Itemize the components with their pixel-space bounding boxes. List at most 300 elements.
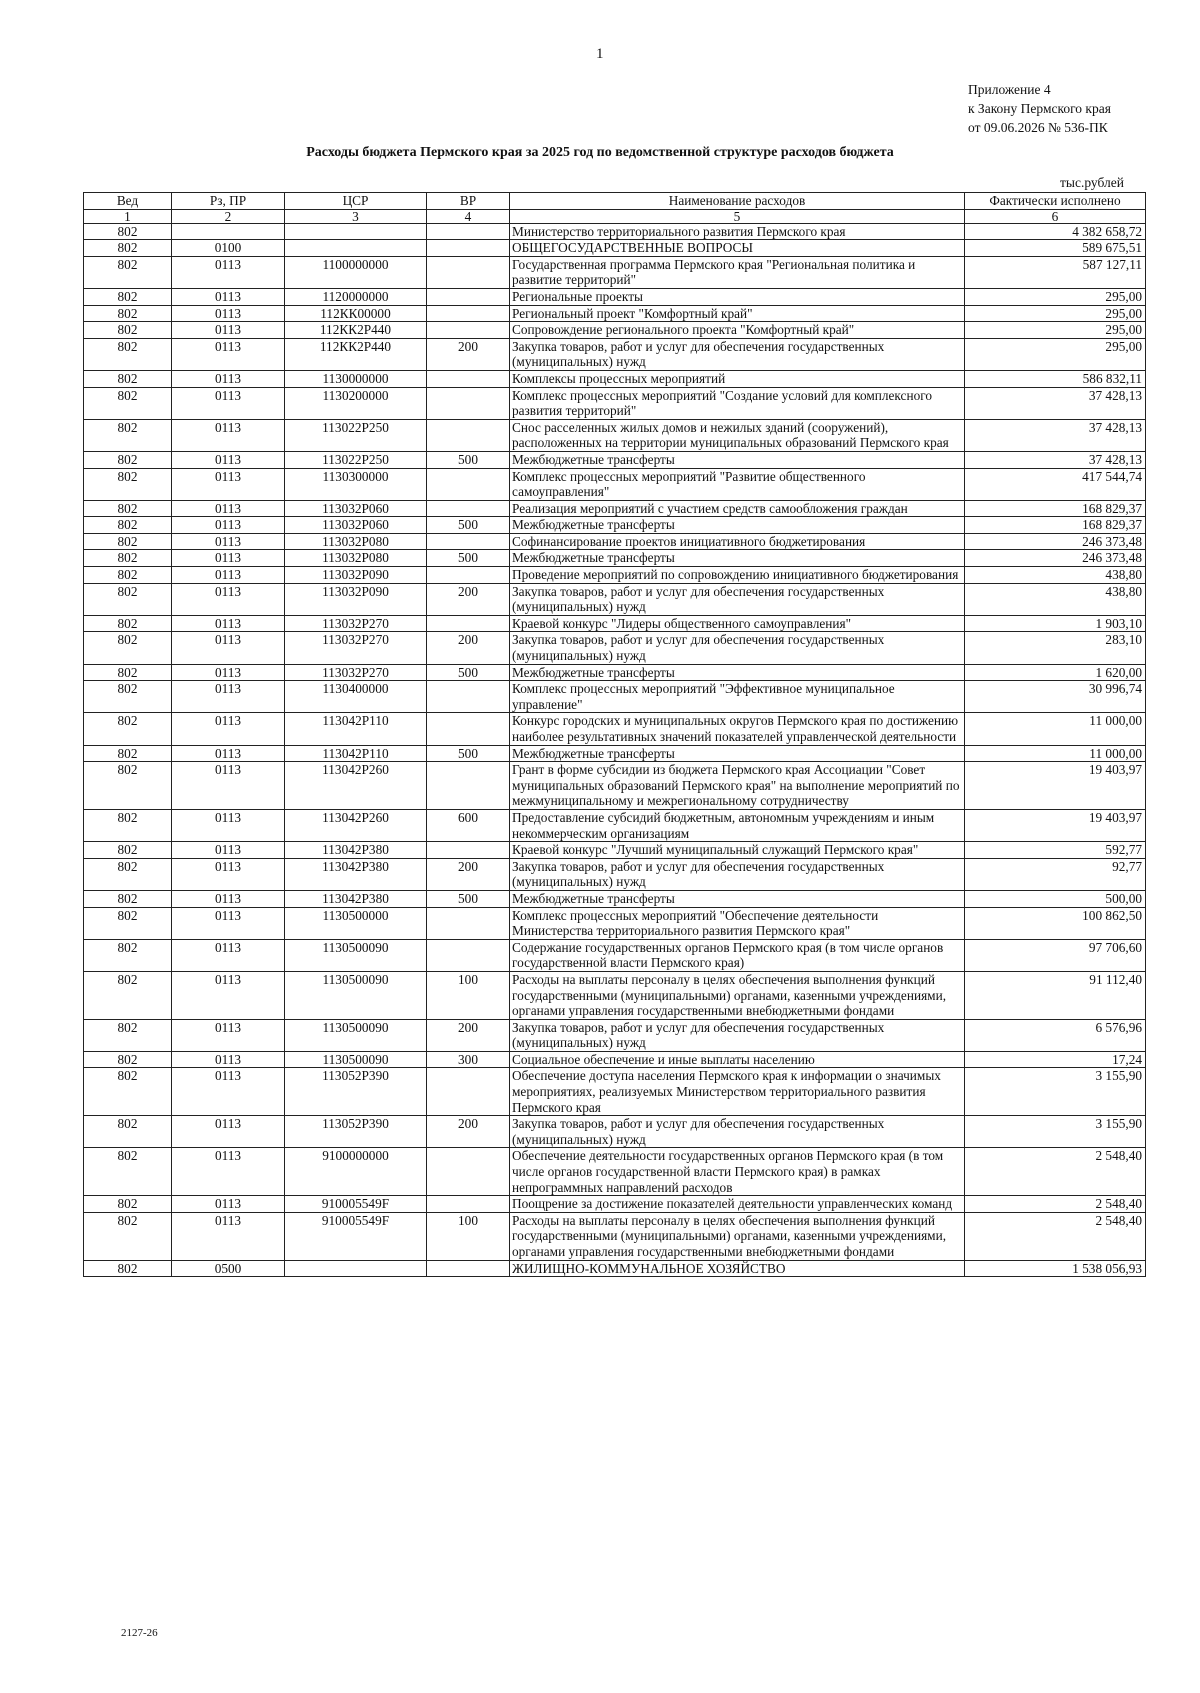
table-row [84,451,1146,468]
cell-ved: 802 [84,745,172,762]
table-row [84,1068,1146,1116]
cell-vr [427,939,510,971]
cell-expense-name: Министерство территориального развития Пермского края [510,223,965,240]
cell-ved: 802 [84,338,172,370]
table-row [84,533,1146,550]
cell-actual-executed: 3 155,90 [965,1068,1146,1116]
cell-vr: 500 [427,664,510,681]
table-row [84,322,1146,339]
cell-rz-pr: 0113 [172,305,285,322]
cell-expense-name: Межбюджетные трансферты [510,451,965,468]
cell-expense-name: Софинансирование проектов инициативного бюджетирования [510,533,965,550]
cell-ved: 802 [84,1148,172,1196]
cell-ved: 802 [84,1212,172,1260]
cell-ved: 802 [84,858,172,890]
table-row [84,809,1146,841]
cell-csr: 1100000000 [285,256,427,288]
table-row [84,1196,1146,1213]
cell-ved: 802 [84,288,172,305]
cell-rz-pr: 0113 [172,632,285,664]
cell-ved: 802 [84,567,172,584]
cell-vr: 200 [427,632,510,664]
cell-vr: 200 [427,1019,510,1051]
cell-vr: 500 [427,550,510,567]
cell-csr: 113052Р390 [285,1068,427,1116]
cell-expense-name: Комплекс процессных мероприятий "Создание условий для комплексного развития территорий" [510,387,965,419]
cell-actual-executed: 1 538 056,93 [965,1260,1146,1277]
cell-csr [285,1260,427,1277]
cell-vr: 500 [427,517,510,534]
cell-rz-pr: 0113 [172,370,285,387]
cell-csr: 113032Р080 [285,550,427,567]
table-row [84,223,1146,240]
cell-csr: 113022Р250 [285,419,427,451]
cell-expense-name: Комплекс процессных мероприятий "Развитие общественного самоуправления" [510,468,965,500]
cell-actual-executed: 587 127,11 [965,256,1146,288]
cell-expense-name: Государственная программа Пермского края "Региональная политика и развитие территорий" [510,256,965,288]
cell-expense-name: Региональные проекты [510,288,965,305]
cell-vr: 100 [427,971,510,1019]
cell-expense-name: Закупка товаров, работ и услуг для обеспечения государственных (муниципальных) нужд [510,1116,965,1148]
cell-csr: 112КК00000 [285,305,427,322]
cell-ved: 802 [84,322,172,339]
cell-ved: 802 [84,890,172,907]
units-label: тыс.рублей [1060,175,1124,190]
cell-expense-name: ОБЩЕГОСУДАРСТВЕННЫЕ ВОПРОСЫ [510,240,965,257]
cell-actual-executed: 592,77 [965,842,1146,859]
table-row [84,550,1146,567]
cell-expense-name: Обеспечение доступа населения Пермского края к информации о значимых мероприятиях, реализуемых Министерством территориального развития Пермского края [510,1068,965,1116]
table-row [84,338,1146,370]
cell-ved: 802 [84,370,172,387]
cell-csr: 1130500000 [285,907,427,939]
cell-ved: 802 [84,1196,172,1213]
table-row [84,681,1146,713]
cell-csr [285,223,427,240]
expenditure-table-container [83,192,1145,1277]
index-cell: 5 [510,209,965,223]
table-row [84,1019,1146,1051]
header-rz-pr: Рз, ПР [172,193,285,210]
table-row [84,500,1146,517]
cell-actual-executed: 1 620,00 [965,664,1146,681]
cell-rz-pr: 0113 [172,1051,285,1068]
table-row [84,939,1146,971]
cell-actual-executed: 2 548,40 [965,1148,1146,1196]
cell-ved: 802 [84,842,172,859]
cell-ved: 802 [84,305,172,322]
table-row [84,1148,1146,1196]
table-row [84,517,1146,534]
cell-expense-name: Закупка товаров, работ и услуг для обеспечения государственных (муниципальных) нужд [510,632,965,664]
cell-rz-pr: 0113 [172,338,285,370]
cell-ved: 802 [84,468,172,500]
cell-expense-name: Межбюджетные трансферты [510,745,965,762]
cell-rz-pr: 0113 [172,583,285,615]
cell-csr: 1130000000 [285,370,427,387]
cell-rz-pr: 0100 [172,240,285,257]
cell-csr: 113032Р270 [285,664,427,681]
cell-ved: 802 [84,550,172,567]
table-row [84,907,1146,939]
cell-csr: 113042Р260 [285,809,427,841]
cell-actual-executed: 100 862,50 [965,907,1146,939]
cell-rz-pr: 0113 [172,858,285,890]
cell-vr [427,240,510,257]
cell-csr: 1130500090 [285,939,427,971]
cell-expense-name: Закупка товаров, работ и услуг для обеспечения государственных (муниципальных) нужд [510,1019,965,1051]
cell-rz-pr: 0113 [172,468,285,500]
cell-actual-executed: 295,00 [965,322,1146,339]
cell-ved: 802 [84,1051,172,1068]
table-row [84,858,1146,890]
cell-csr: 113052Р390 [285,1116,427,1148]
cell-expense-name: Расходы на выплаты персоналу в целях обеспечения выполнения функций государственными (муниципальными) органами, казенными учреждениями, органами управления государственными внебюджетными фондами [510,1212,965,1260]
cell-rz-pr: 0113 [172,1212,285,1260]
cell-rz-pr: 0113 [172,664,285,681]
table-body [84,223,1146,1277]
cell-vr [427,615,510,632]
table-row [84,370,1146,387]
cell-ved: 802 [84,451,172,468]
cell-actual-executed: 295,00 [965,305,1146,322]
cell-rz-pr: 0113 [172,1116,285,1148]
appendix-line-2: к Закону Пермского края [968,101,1111,116]
footer-document-code: 2127-26 [121,1627,158,1639]
cell-actual-executed: 168 829,37 [965,517,1146,534]
cell-actual-executed: 97 706,60 [965,939,1146,971]
cell-expense-name: Комплекс процессных мероприятий "Эффективное муниципальное управление" [510,681,965,713]
cell-actual-executed: 1 903,10 [965,615,1146,632]
cell-rz-pr: 0500 [172,1260,285,1277]
cell-ved: 802 [84,1068,172,1116]
table-row [84,1116,1146,1148]
index-cell: 6 [965,209,1146,223]
cell-rz-pr: 0113 [172,1196,285,1213]
cell-expense-name: Региональный проект "Комфортный край" [510,305,965,322]
cell-csr: 113042Р380 [285,858,427,890]
cell-vr: 500 [427,890,510,907]
cell-ved: 802 [84,1116,172,1148]
cell-ved: 802 [84,256,172,288]
cell-csr: 113032Р080 [285,533,427,550]
cell-vr [427,370,510,387]
cell-vr: 200 [427,583,510,615]
cell-vr [427,1148,510,1196]
cell-csr: 910005549F [285,1212,427,1260]
cell-ved: 802 [84,240,172,257]
cell-vr [427,681,510,713]
document-title: Расходы бюджета Пермского края за 2025 год по ведомственной структуре расходов бюджета [306,145,894,160]
cell-rz-pr: 0113 [172,971,285,1019]
cell-vr [427,288,510,305]
cell-actual-executed: 19 403,97 [965,762,1146,810]
cell-actual-executed: 500,00 [965,890,1146,907]
header-csr: ЦСР [285,193,427,210]
cell-actual-executed: 438,80 [965,583,1146,615]
cell-expense-name: Социальное обеспечение и иные выплаты населению [510,1051,965,1068]
cell-ved: 802 [84,615,172,632]
cell-expense-name: Закупка товаров, работ и услуг для обеспечения государственных (муниципальных) нужд [510,338,965,370]
cell-rz-pr: 0113 [172,745,285,762]
cell-expense-name: Содержание государственных органов Пермского края (в том числе органов государственной власти Пермского края) [510,939,965,971]
cell-csr: 113042Р110 [285,745,427,762]
cell-csr: 1130500090 [285,1051,427,1068]
cell-csr: 1130500090 [285,1019,427,1051]
cell-expense-name: Межбюджетные трансферты [510,890,965,907]
cell-expense-name: Краевой конкурс "Лучший муниципальный служащий Пермского края" [510,842,965,859]
cell-actual-executed: 11 000,00 [965,745,1146,762]
table-row [84,1212,1146,1260]
table-row [84,256,1146,288]
cell-actual-executed: 295,00 [965,288,1146,305]
cell-actual-executed: 11 000,00 [965,713,1146,745]
table-row [84,1260,1146,1277]
cell-vr: 200 [427,1116,510,1148]
cell-expense-name: Снос расселенных жилых домов и нежилых зданий (сооружений), расположенных на территории муниципальных образований Пермского края [510,419,965,451]
cell-vr [427,533,510,550]
cell-actual-executed: 91 112,40 [965,971,1146,1019]
cell-rz-pr: 0113 [172,451,285,468]
cell-expense-name: Межбюджетные трансферты [510,517,965,534]
cell-vr: 200 [427,338,510,370]
cell-expense-name: Расходы на выплаты персоналу в целях обеспечения выполнения функций государственными (муниципальными) органами, казенными учреждениями, органами управления государственными внебюджетными фондами [510,971,965,1019]
cell-vr: 100 [427,1212,510,1260]
cell-actual-executed: 438,80 [965,567,1146,584]
cell-vr [427,713,510,745]
cell-ved: 802 [84,419,172,451]
cell-vr [427,322,510,339]
cell-expense-name: Комплекс процессных мероприятий "Обеспечение деятельности Министерства территориального развития Пермского края" [510,907,965,939]
cell-vr: 600 [427,809,510,841]
cell-actual-executed: 283,10 [965,632,1146,664]
appendix-line-3: от 09.06.2026 № 536-ПК [968,120,1108,135]
cell-ved: 802 [84,713,172,745]
cell-rz-pr: 0113 [172,322,285,339]
expenditure-table [83,192,1146,1277]
cell-vr [427,500,510,517]
cell-rz-pr: 0113 [172,907,285,939]
cell-actual-executed: 589 675,51 [965,240,1146,257]
cell-vr [427,256,510,288]
cell-expense-name: Комплексы процессных мероприятий [510,370,965,387]
cell-expense-name: ЖИЛИЩНО-КОММУНАЛЬНОЕ ХОЗЯЙСТВО [510,1260,965,1277]
cell-vr [427,305,510,322]
cell-ved: 802 [84,583,172,615]
table-header-row [84,193,1146,210]
cell-csr: 113032Р090 [285,567,427,584]
cell-csr: 113032Р270 [285,615,427,632]
cell-vr [427,1068,510,1116]
cell-rz-pr: 0113 [172,809,285,841]
index-cell: 1 [84,209,172,223]
cell-vr [427,419,510,451]
cell-actual-executed: 37 428,13 [965,451,1146,468]
cell-csr: 113032Р270 [285,632,427,664]
cell-ved: 802 [84,500,172,517]
cell-ved: 802 [84,533,172,550]
cell-rz-pr: 0113 [172,1019,285,1051]
cell-actual-executed: 246 373,48 [965,550,1146,567]
cell-actual-executed: 92,77 [965,858,1146,890]
cell-actual-executed: 586 832,11 [965,370,1146,387]
cell-vr: 500 [427,745,510,762]
cell-ved: 802 [84,1019,172,1051]
cell-expense-name: Закупка товаров, работ и услуг для обеспечения государственных (муниципальных) нужд [510,858,965,890]
header-actual-executed: Фактически исполнено [965,193,1146,210]
appendix-note [968,80,1111,137]
cell-actual-executed: 2 548,40 [965,1196,1146,1213]
cell-actual-executed: 19 403,97 [965,809,1146,841]
cell-ved: 802 [84,1260,172,1277]
table-row [84,890,1146,907]
cell-csr: 1120000000 [285,288,427,305]
cell-vr: 200 [427,858,510,890]
cell-csr: 113042Р260 [285,762,427,810]
cell-rz-pr [172,223,285,240]
cell-actual-executed: 30 996,74 [965,681,1146,713]
cell-expense-name: Реализация мероприятий с участием средств самообложения граждан [510,500,965,517]
cell-rz-pr: 0113 [172,1068,285,1116]
cell-rz-pr: 0113 [172,939,285,971]
cell-csr [285,240,427,257]
table-row [84,240,1146,257]
cell-expense-name: Предоставление субсидий бюджетным, автономным учреждениям и иным некоммерческим организациям [510,809,965,841]
header-vr: ВР [427,193,510,210]
cell-ved: 802 [84,664,172,681]
cell-csr: 113042Р380 [285,842,427,859]
cell-vr [427,907,510,939]
cell-expense-name: Межбюджетные трансферты [510,664,965,681]
cell-actual-executed: 17,24 [965,1051,1146,1068]
cell-vr [427,223,510,240]
table-row [84,583,1146,615]
cell-ved: 802 [84,681,172,713]
cell-rz-pr: 0113 [172,681,285,713]
table-row [84,745,1146,762]
cell-actual-executed: 37 428,13 [965,419,1146,451]
cell-rz-pr: 0113 [172,387,285,419]
cell-actual-executed: 4 382 658,72 [965,223,1146,240]
cell-csr: 1130500090 [285,971,427,1019]
cell-ved: 802 [84,223,172,240]
cell-vr [427,567,510,584]
cell-vr [427,762,510,810]
header-expense-name: Наименование расходов [510,193,965,210]
cell-expense-name: Межбюджетные трансферты [510,550,965,567]
cell-csr: 112КК2Р440 [285,338,427,370]
cell-csr: 113032Р090 [285,583,427,615]
cell-actual-executed: 168 829,37 [965,500,1146,517]
table-index-row [84,209,1146,223]
cell-csr: 113022Р250 [285,451,427,468]
cell-actual-executed: 295,00 [965,338,1146,370]
table-row [84,468,1146,500]
cell-rz-pr: 0113 [172,419,285,451]
cell-vr [427,842,510,859]
cell-csr: 112КК2Р440 [285,322,427,339]
table-row [84,615,1146,632]
cell-csr: 1130300000 [285,468,427,500]
cell-vr: 500 [427,451,510,468]
cell-expense-name: Грант в форме субсидии из бюджета Пермского края Ассоциации "Совет муниципальных образований Пермского края" на выполнение мероприятий по межмуниципальному и межрегиональному сотрудничеству [510,762,965,810]
header-ved: Вед [84,193,172,210]
cell-rz-pr: 0113 [172,1148,285,1196]
cell-expense-name: Закупка товаров, работ и услуг для обеспечения государственных (муниципальных) нужд [510,583,965,615]
cell-rz-pr: 0113 [172,256,285,288]
cell-rz-pr: 0113 [172,550,285,567]
cell-rz-pr: 0113 [172,500,285,517]
cell-ved: 802 [84,517,172,534]
cell-actual-executed: 37 428,13 [965,387,1146,419]
cell-actual-executed: 6 576,96 [965,1019,1146,1051]
cell-rz-pr: 0113 [172,615,285,632]
cell-csr: 113042Р110 [285,713,427,745]
cell-csr: 113042Р380 [285,890,427,907]
cell-ved: 802 [84,939,172,971]
cell-csr: 910005549F [285,1196,427,1213]
cell-rz-pr: 0113 [172,713,285,745]
cell-rz-pr: 0113 [172,842,285,859]
cell-csr: 1130400000 [285,681,427,713]
table-row [84,713,1146,745]
cell-vr [427,1260,510,1277]
cell-csr: 113032Р060 [285,500,427,517]
cell-ved: 802 [84,632,172,664]
cell-rz-pr: 0113 [172,517,285,534]
table-row [84,1051,1146,1068]
cell-expense-name: Краевой конкурс "Лидеры общественного самоуправления" [510,615,965,632]
table-row [84,305,1146,322]
index-cell: 2 [172,209,285,223]
table-row [84,664,1146,681]
cell-rz-pr: 0113 [172,890,285,907]
table-row [84,387,1146,419]
index-cell: 3 [285,209,427,223]
cell-actual-executed: 417 544,74 [965,468,1146,500]
cell-rz-pr: 0113 [172,567,285,584]
cell-ved: 802 [84,971,172,1019]
cell-actual-executed: 2 548,40 [965,1212,1146,1260]
cell-ved: 802 [84,387,172,419]
cell-rz-pr: 0113 [172,533,285,550]
cell-ved: 802 [84,809,172,841]
cell-rz-pr: 0113 [172,762,285,810]
cell-vr: 300 [427,1051,510,1068]
cell-expense-name: Сопровождение регионального проекта "Комфортный край" [510,322,965,339]
appendix-line-1: Приложение 4 [968,82,1051,97]
cell-vr [427,468,510,500]
cell-csr: 9100000000 [285,1148,427,1196]
cell-ved: 802 [84,907,172,939]
table-row [84,288,1146,305]
table-row [84,762,1146,810]
table-row [84,567,1146,584]
cell-csr: 1130200000 [285,387,427,419]
cell-ved: 802 [84,762,172,810]
cell-expense-name: Проведение мероприятий по сопровождению инициативного бюджетирования [510,567,965,584]
table-row [84,971,1146,1019]
cell-expense-name: Конкурс городских и муниципальных округов Пермского края по достижению наиболее результативных значений показателей управленческой деятельности [510,713,965,745]
cell-vr [427,387,510,419]
cell-rz-pr: 0113 [172,288,285,305]
cell-csr: 113032Р060 [285,517,427,534]
index-cell: 4 [427,209,510,223]
cell-vr [427,1196,510,1213]
table-row [84,632,1146,664]
cell-actual-executed: 246 373,48 [965,533,1146,550]
page-number: 1 [596,46,604,62]
